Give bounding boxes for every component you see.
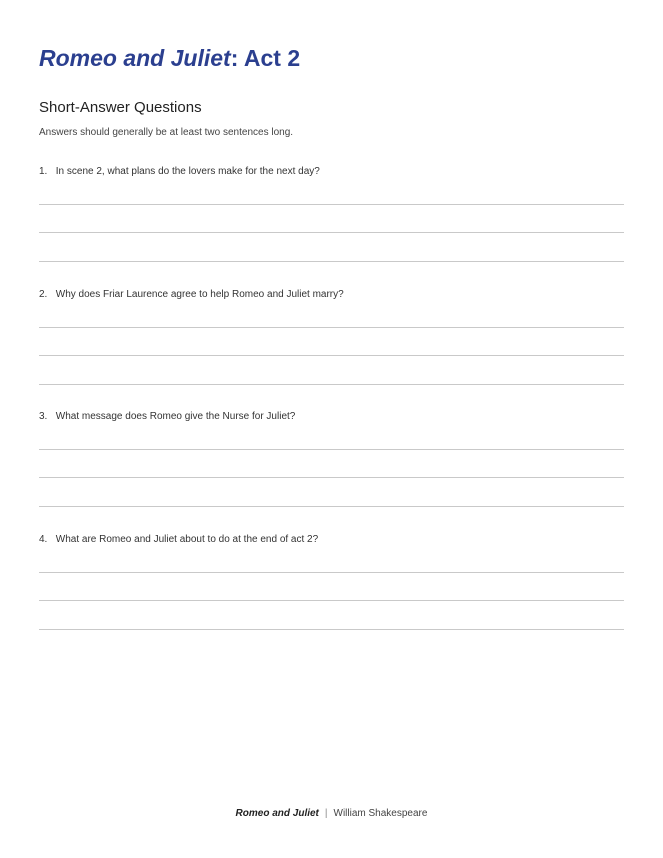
question-text: [39, 288, 624, 302]
answer-line[interactable]: [39, 327, 624, 328]
question-prompt: What are Romeo and Juliet about to do at the end of act 2?: [55, 534, 319, 545]
question-number: 4.: [39, 534, 48, 545]
answer-line[interactable]: [39, 506, 624, 507]
answer-line[interactable]: [39, 629, 624, 630]
answer-line[interactable]: [39, 572, 624, 573]
question-number: 1.: [39, 166, 48, 177]
answer-line[interactable]: [39, 384, 624, 385]
answer-line[interactable]: [39, 477, 624, 478]
instructions-text: Answers should generally be at least two sentences long.: [39, 127, 294, 138]
question-1: [39, 165, 624, 179]
footer-author: William Shakespeare: [333, 808, 428, 819]
question-prompt: Why does Friar Laurence agree to help Romeo and Juliet marry?: [55, 289, 344, 300]
answer-line[interactable]: [39, 600, 624, 601]
question-3: [39, 410, 624, 424]
answer-line[interactable]: [39, 449, 624, 450]
title-suffix: : Act 2: [230, 45, 301, 71]
question-prompt: In scene 2, what plans do the lovers make for the next day?: [55, 166, 320, 177]
footer-separator: |: [324, 808, 328, 819]
question-4: [39, 533, 624, 547]
title-work: Romeo and Juliet: [39, 45, 231, 71]
question-prompt: What message does Romeo give the Nurse for Juliet?: [55, 411, 296, 422]
question-text: [39, 410, 624, 424]
section-heading: Short-Answer Questions: [39, 99, 202, 116]
question-number: 3.: [39, 411, 48, 422]
footer-work: Romeo and Juliet: [235, 808, 319, 819]
answer-line[interactable]: [39, 232, 624, 233]
question-number: 2.: [39, 289, 48, 300]
page-title: [39, 44, 300, 72]
answer-line[interactable]: [39, 355, 624, 356]
question-2: [39, 288, 624, 302]
answer-line[interactable]: [39, 261, 624, 262]
question-text: [39, 165, 624, 179]
page-footer: [0, 807, 663, 821]
answer-line[interactable]: [39, 204, 624, 205]
question-text: [39, 533, 624, 547]
